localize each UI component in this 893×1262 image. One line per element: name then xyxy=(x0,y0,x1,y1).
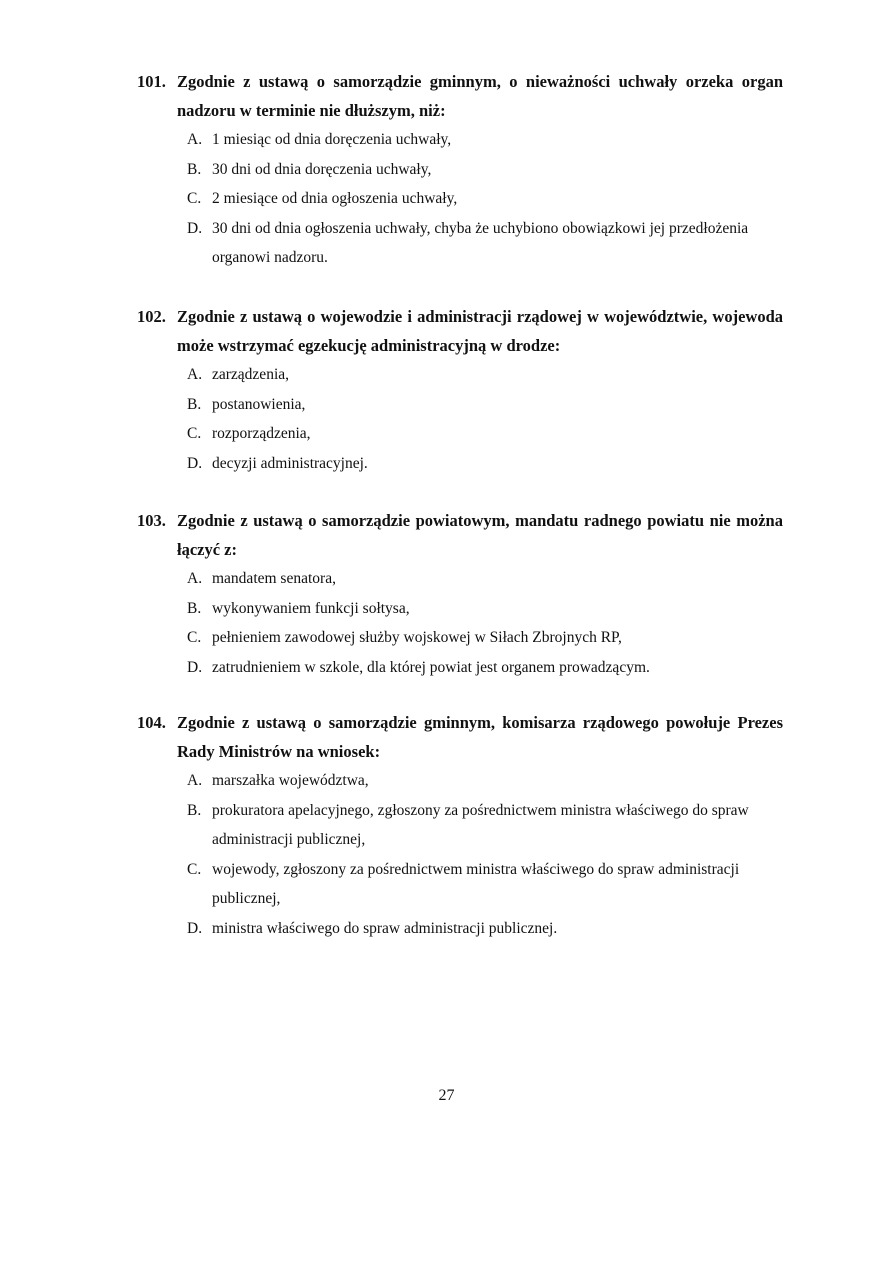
question-heading xyxy=(137,67,783,125)
answer-letter: A. xyxy=(187,570,203,587)
answer-option xyxy=(137,125,783,155)
answer-letter: B. xyxy=(187,160,202,178)
answer-letter: C. xyxy=(187,629,202,646)
answer-text: prokuratora apelacyjnego, zgłoszony za pośrednictwem ministra właściwego do spraw administracji publicznej, xyxy=(212,801,749,848)
answer-letter: B. xyxy=(187,599,202,617)
answer-letter: B. xyxy=(187,801,202,819)
question-101 xyxy=(137,67,783,273)
answer-text: mandatem senatora, xyxy=(212,570,336,587)
answer-letter: D. xyxy=(187,219,203,237)
answer-text: wojewody, zgłoszony za pośrednictwem ministra właściwego do spraw administracji publicznej, xyxy=(212,860,740,907)
answer-text: zarządzenia, xyxy=(212,366,290,383)
answer-option xyxy=(137,914,783,944)
answer-text: rozporządzenia, xyxy=(212,425,311,442)
answer-option xyxy=(137,360,783,390)
question-text: Zgodnie z ustawą o samorządzie gminnym, o nieważności uchwały orzeka organ nadzoru w terminie nie dłuższym, niż: xyxy=(177,72,783,120)
answer-list xyxy=(137,766,783,943)
question-text: Zgodnie z ustawą o samorządzie powiatowym, mandatu radnego powiatu nie można łączyć z: xyxy=(177,511,783,559)
question-number: 102. xyxy=(137,307,166,326)
answer-letter: C. xyxy=(187,860,202,878)
question-102 xyxy=(137,302,783,478)
answer-option xyxy=(137,594,783,624)
question-104 xyxy=(137,708,783,943)
question-number: 104. xyxy=(137,713,166,732)
answer-option xyxy=(137,855,783,914)
answer-option xyxy=(137,653,783,683)
answer-letter: C. xyxy=(187,190,202,207)
answer-letter: D. xyxy=(187,919,203,937)
question-heading xyxy=(137,708,783,766)
page-number: 27 xyxy=(438,1087,455,1104)
question-number: 101. xyxy=(137,72,166,91)
answer-option xyxy=(137,419,783,449)
question-text: Zgodnie z ustawą o samorządzie gminnym, komisarza rządowego powołuje Prezes Rady Ministrów na wniosek: xyxy=(177,713,783,761)
answer-option xyxy=(137,564,783,594)
answer-letter: A. xyxy=(187,366,203,383)
answer-text: 2 miesiące od dnia ogłoszenia uchwały, xyxy=(212,190,458,207)
answer-option xyxy=(137,623,783,653)
question-heading xyxy=(137,302,783,360)
answer-text: wykonywaniem funkcji sołtysa, xyxy=(212,599,410,617)
answer-text: zatrudnieniem w szkole, dla której powiat jest organem prowadzącym. xyxy=(212,658,650,676)
answer-letter: A. xyxy=(187,772,203,789)
answer-option xyxy=(137,766,783,796)
question-number: 103. xyxy=(137,511,166,530)
answer-text: 30 dni od dnia ogłoszenia uchwały, chyba że uchybiono obowiązkowi jej przedłożenia organowi nadzoru. xyxy=(212,219,749,266)
question-text: Zgodnie z ustawą o wojewodzie i administracji rządowej w województwie, wojewoda może wstrzymać egzekucję administracyjną w drodze: xyxy=(177,307,783,355)
answer-list xyxy=(137,360,783,478)
answer-letter: A. xyxy=(187,131,203,148)
answer-list xyxy=(137,125,783,273)
answer-text: 30 dni od dnia doręczenia uchwały, xyxy=(212,160,432,178)
answer-letter: C. xyxy=(187,425,202,442)
answer-text: postanowienia, xyxy=(212,395,306,413)
answer-option xyxy=(137,155,783,185)
answer-letter: D. xyxy=(187,454,203,472)
answer-text: decyzji administracyjnej. xyxy=(212,454,368,472)
answer-list xyxy=(137,564,783,682)
answer-letter: B. xyxy=(187,395,202,413)
answer-text: 1 miesiąc od dnia doręczenia uchwały, xyxy=(212,131,452,148)
answer-text: marszałka województwa, xyxy=(212,772,369,789)
question-heading xyxy=(137,506,783,564)
answer-option xyxy=(137,449,783,479)
answer-option xyxy=(137,184,783,214)
answer-option xyxy=(137,796,783,855)
answer-option xyxy=(137,214,783,273)
answer-option xyxy=(137,390,783,420)
answer-letter: D. xyxy=(187,658,203,676)
answer-text: ministra właściwego do spraw administracji publicznej. xyxy=(212,919,558,937)
question-103 xyxy=(137,506,783,682)
answer-text: pełnieniem zawodowej służby wojskowej w Siłach Zbrojnych RP, xyxy=(212,629,622,646)
